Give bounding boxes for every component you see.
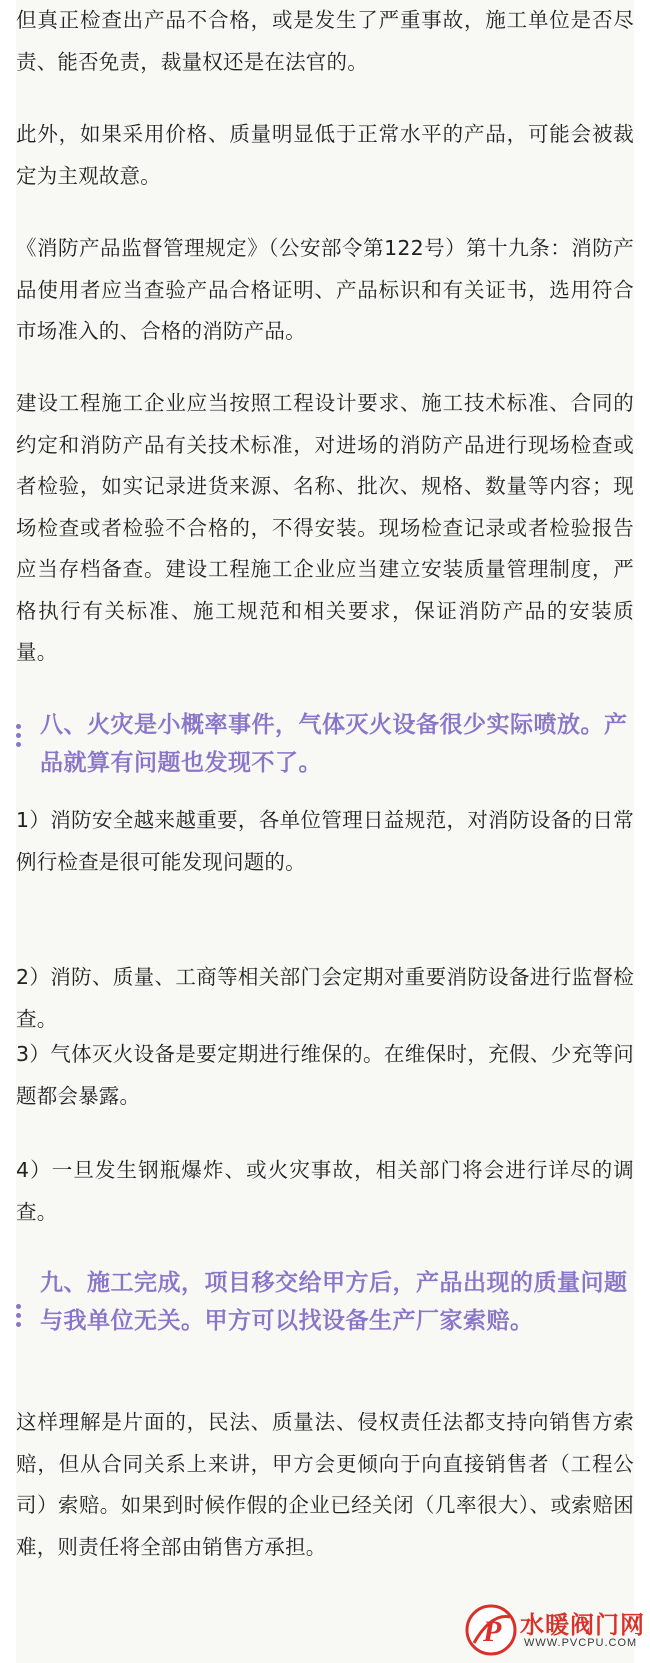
article-content	[16, 0, 634, 1663]
paragraph-claims: 这样理解是片面的，民法、质量法、侵权责任法都支持向销售方索赔，但从合同关系上来讲，甲方会更倾向于向直接销售者（工程公司）索赔。如果到时候作假的企业已经关闭（几率很大）、或索赔困难，则责任将全部由销售方承担。	[16, 1410, 634, 1559]
site-watermark	[464, 1601, 644, 1659]
list-item-2: 2）消防、质量、工商等相关部门会定期对重要消防设备进行监督检查。	[16, 965, 634, 1031]
section-dots-icon	[16, 724, 22, 747]
paragraph-regulation: 《消防产品监督管理规定》（公安部令第122号）第十九条：消防产品使用者应当查验产品合格证明、产品标识和有关证书，选用符合市场准入的、合格的消防产品。	[16, 236, 634, 343]
paragraph-intent: 此外，如果采用价格、质量明显低于正常水平的产品，可能会被裁定为主观故意。	[16, 122, 634, 188]
paragraph-liability: 但真正检查出产品不合格，或是发生了严重事故，施工单位是否尽责、能否免责，裁量权还是在法官的。	[16, 8, 634, 74]
section-dots-icon	[16, 1304, 22, 1327]
svg-text:P: P	[483, 1615, 502, 1648]
list-item-4: 4）一旦发生钢瓶爆炸、或火灾事故，相关部门将会进行详尽的调查。	[16, 1158, 634, 1224]
paragraph-construction-duty: 建设工程施工企业应当按照工程设计要求、施工技术标准、合同的约定和消防产品有关技术标准，对进场的消防产品进行现场检查或者检验，如实记录进货来源、名称、批次、规格、数量等内容；现场检查或者检验不合格的，不得安装。现场检查记录或者检验报告应当存档备查。建设工程施工企业应当建立安装质量管理制度，严格执行有关标准、施工规范和相关要求，保证消防产品的安装质量。	[16, 391, 634, 664]
pvcpu-logo-icon	[464, 1603, 518, 1657]
watermark-site-name: 水暖阀门网	[520, 1612, 645, 1639]
section-heading-8: 八、火灾是小概率事件，气体灭火设备很少实际喷放。产品就算有问题也发现不了。	[40, 712, 628, 776]
watermark-site-url: WWW.PVCPU.COM	[524, 1637, 638, 1649]
list-item-3: 3）气体灭火设备是要定期进行维保的。在维保时，充假、少充等问题都会暴露。	[16, 1042, 634, 1108]
list-item-1: 1）消防安全越来越重要，各单位管理日益规范，对消防设备的日常例行检查是很可能发现问题的。	[16, 808, 634, 874]
section-heading-9: 九、施工完成，项目移交给甲方后，产品出现的质量问题与我单位无关。甲方可以找设备生产厂家索赔。	[40, 1270, 628, 1334]
